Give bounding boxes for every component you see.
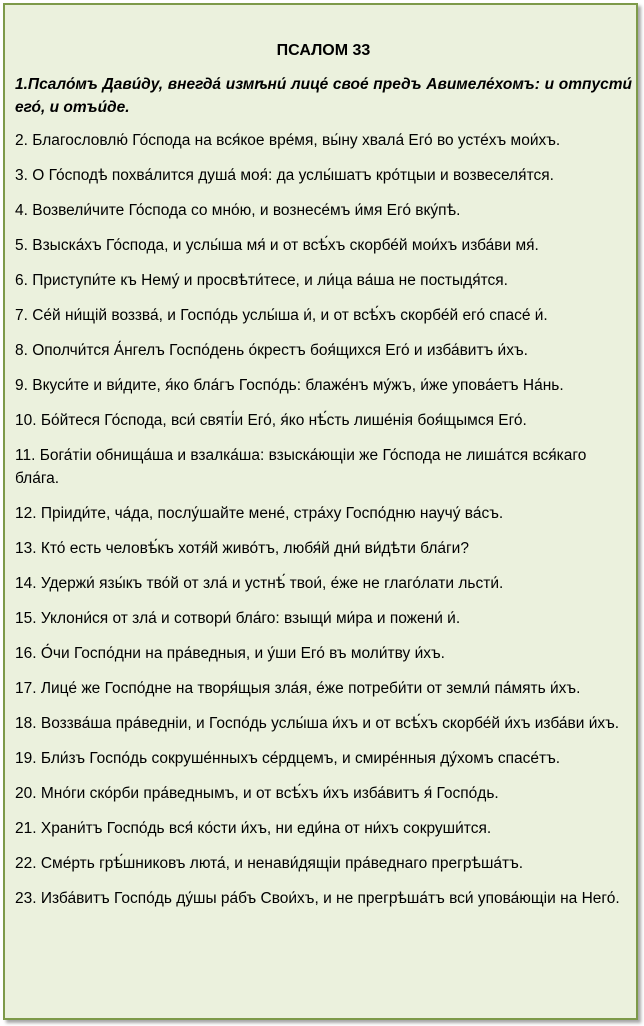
verse-11: 11. Бога́тіи обнища́ша и взалка́ша: взыска́ющіи же Го́спода не лиша́тся вся́каго бла́га. bbox=[15, 447, 587, 487]
verse-22: 22. Сме́рть грѣ́шниковъ люта́, и ненави́дящіи пра́веднаго прегрѣша́тъ. bbox=[15, 855, 524, 872]
verse-2: 2. Благословлю́ Го́спода на вся́кое вре́мя, вы́ну хвала́ Его́ во усте́хъ мои́хъ. bbox=[15, 132, 561, 149]
verse-19: 19. Бли́зъ Госпо́дь сокруше́нныхъ се́рдцемъ, и смире́нныя ду́хомъ спасе́тъ. bbox=[15, 750, 561, 767]
verse-13: 13. Кто́ есть человѣ́къ хотя́й живо́тъ, любя́й дни́ ви́дѣти бла́ги? bbox=[15, 540, 469, 557]
verse-18: 18. Воззва́ша пра́ведніи, и Госпо́дь услы́ша и́хъ и от всѣ́хъ скорбе́й и́хъ изба́ви и́хъ. bbox=[15, 715, 620, 732]
psalm-intro: 1.Псало́мъ Дави́ду, внегда́ измѣни́ лице́ свое́ предъ Авимеле́хомъ: и отпусти́ его́, и отъи́де. bbox=[15, 76, 632, 116]
verse-3: 3. О Го́сподѣ похва́лится душа́ моя́: да услы́шатъ кро́тцыи и возвеселя́тся. bbox=[15, 167, 554, 184]
verse-9: 9. Вкуси́те и ви́дите, я́ко бла́гъ Госпо́дь: блаже́нъ му́жъ, и́же упова́етъ На́нь. bbox=[15, 377, 564, 394]
verse-23: 23. Изба́витъ Госпо́дь ду́шы ра́бъ Свои́хъ, и не прегрѣша́тъ вси́ упова́ющіи на Него́. bbox=[15, 890, 620, 907]
verse-21: 21. Храни́тъ Госпо́дь вся́ ко́сти и́хъ, ни еди́на от ни́хъ сокруши́тся. bbox=[15, 820, 492, 837]
verse-16: 16. О́чи Госпо́дни на пра́ведныя, и у́ши Его́ въ моли́тву и́хъ. bbox=[15, 645, 445, 662]
verse-4: 4. Возвели́чите Го́спода со мно́ю, и вознесе́мъ и́мя Его́ вку́пѣ. bbox=[15, 202, 461, 219]
verse-14: 14. Удержи́ язы́къ тво́й от зла́ и устнѣ́ твои́, е́же не глаго́лати льсти́. bbox=[15, 575, 504, 592]
page-title: ПСАЛОМ 33 bbox=[276, 42, 371, 59]
verse-6: 6. Приступи́те къ Нему́ и просвѣти́тесе, и ли́ца ва́ша не постыдя́тся. bbox=[15, 272, 508, 289]
verse-10: 10. Бо́йтеся Го́спода, вси́ святі́и Его́, я́ко нѣ́сть лише́нія боя́щымся Его́. bbox=[15, 412, 527, 429]
verse-17: 17. Лице́ же Госпо́дне на творя́щыя зла́я, е́же потреби́ти от земли́ па́мять и́хъ. bbox=[15, 680, 581, 697]
verse-list bbox=[15, 129, 632, 910]
verse-7: 7. Се́й ни́щій воззва́, и Госпо́дь услы́ша и́, и от всѣ́хъ скорбе́й его́ спасе́ и́. bbox=[15, 307, 548, 324]
verse-15: 15. Уклони́ся от зла́ и сотвори́ бла́го: взыщи́ ми́ра и пожени́ и́. bbox=[15, 610, 461, 627]
verse-5: 5. Взыска́хъ Го́спода, и услы́ша мя́ и от всѣ́хъ скорбе́й мои́хъ изба́ви мя́. bbox=[15, 237, 539, 254]
verse-8: 8. Ополчи́тся А́нгелъ Госпо́день о́крестъ боя́щихся Его́ и изба́витъ и́хъ. bbox=[15, 342, 528, 359]
psalm-panel bbox=[3, 3, 638, 1020]
verse-12: 12. Пріиди́те, ча́да, послу́шайте мене́, стра́ху Госпо́дню научу́ ва́съ. bbox=[15, 505, 504, 522]
psalm-content bbox=[15, 41, 632, 922]
verse-20: 20. Мно́ги ско́рби пра́веднымъ, и от всѣ́хъ и́хъ изба́витъ я́ Госпо́дь. bbox=[15, 785, 499, 802]
